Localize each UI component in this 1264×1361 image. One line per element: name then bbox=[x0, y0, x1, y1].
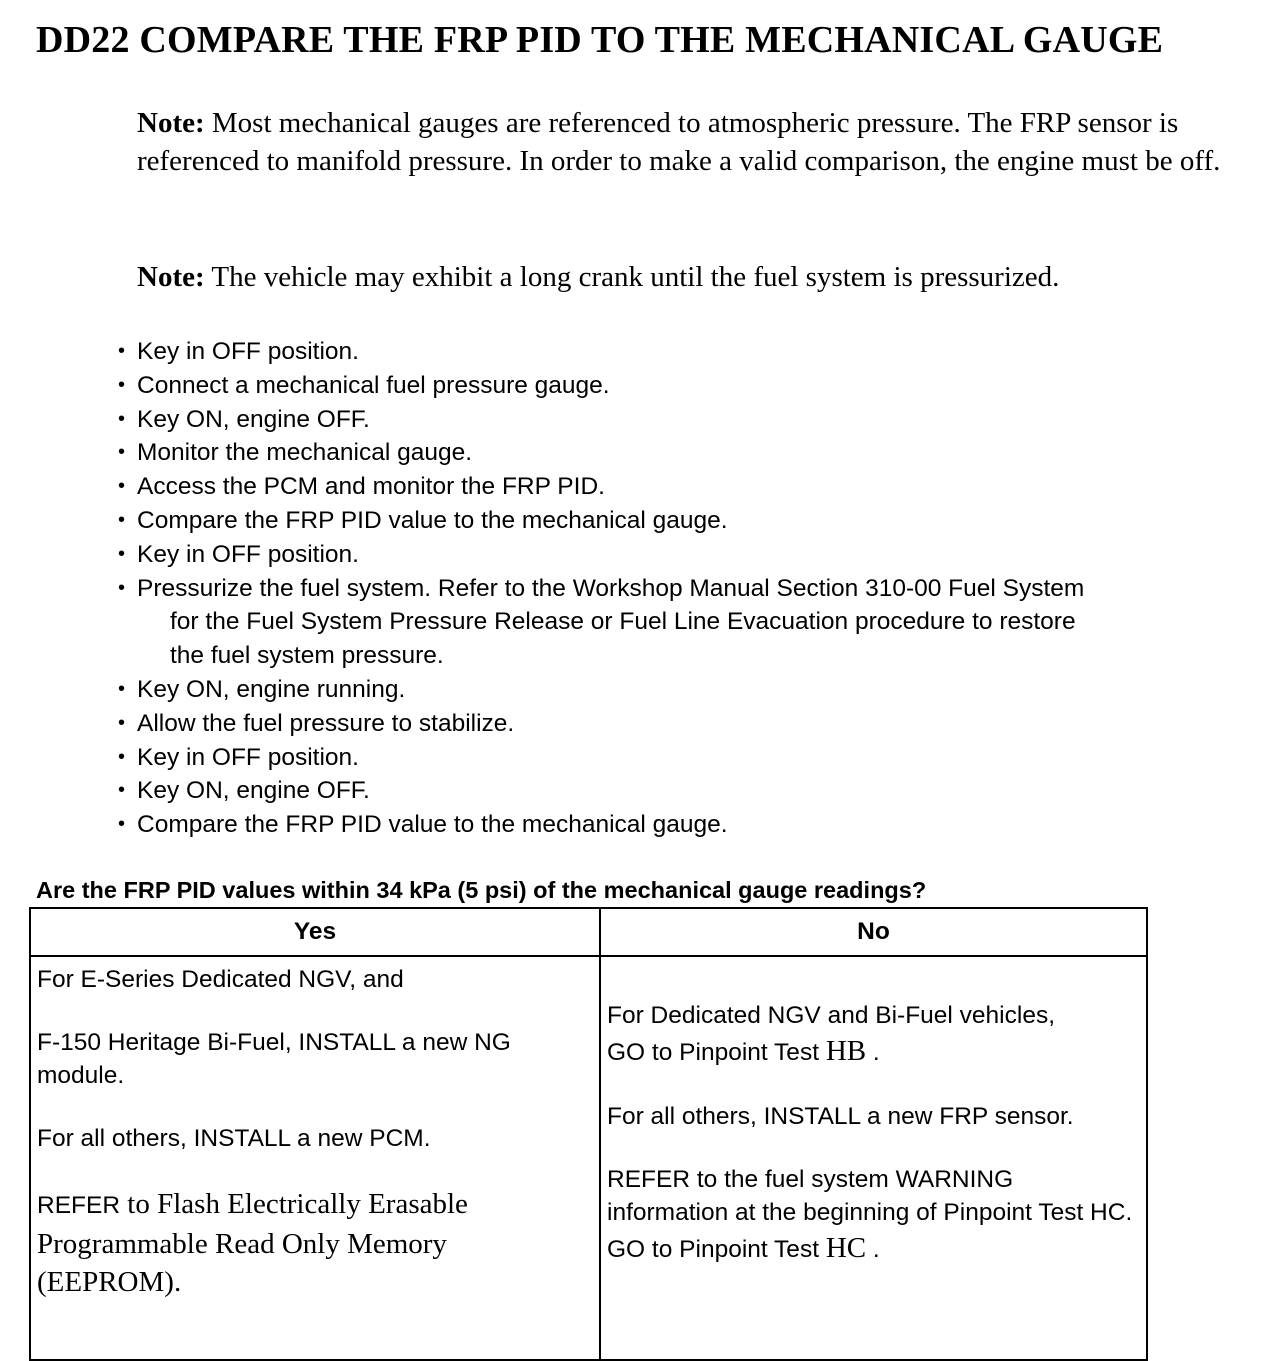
bullet-icon: • bbox=[118, 373, 126, 396]
bullet-icon: • bbox=[118, 677, 126, 700]
no-refer-warning bbox=[607, 1163, 1140, 1267]
pinpoint-hc-link[interactable]: HC bbox=[825, 1232, 867, 1264]
page-title: DD22 COMPARE THE FRP PID TO THE MECHANICAL GAUGE bbox=[36, 19, 1164, 61]
note-label: Note: bbox=[137, 261, 205, 293]
step-text: Access the PCM and monitor the FRP PID. bbox=[137, 473, 605, 501]
step-item bbox=[118, 436, 1228, 470]
bullet-icon: • bbox=[118, 745, 126, 768]
step-item bbox=[118, 774, 1228, 808]
refer-label: REFER bbox=[37, 1192, 121, 1219]
step-item bbox=[118, 538, 1228, 572]
step-text: Connect a mechanical fuel pressure gauge. bbox=[137, 371, 610, 399]
decision-table bbox=[29, 907, 1148, 1361]
yes-ngv-text: For E-Series Dedicated NGV, and bbox=[37, 966, 404, 993]
yes-cell bbox=[30, 956, 600, 1360]
step-item bbox=[118, 707, 1228, 741]
yes-refer-eeprom bbox=[37, 1185, 593, 1301]
yes-header: Yes bbox=[30, 908, 600, 956]
step-text: Compare the FRP PID value to the mechanical gauge. bbox=[137, 811, 728, 839]
step-item bbox=[118, 572, 1228, 673]
step-item bbox=[118, 470, 1228, 504]
pinpoint-hb-link[interactable]: HB bbox=[825, 1035, 867, 1067]
step-text: Key in OFF position. bbox=[137, 743, 359, 771]
step-item bbox=[118, 504, 1228, 538]
bullet-icon: • bbox=[118, 441, 126, 464]
step-item bbox=[118, 741, 1228, 775]
bullet-icon: • bbox=[118, 340, 126, 362]
step-item bbox=[118, 369, 1228, 403]
step-text: Allow the fuel pressure to stabilize. bbox=[137, 709, 515, 737]
step-text: Key in OFF position. bbox=[137, 540, 359, 568]
step-item bbox=[118, 335, 1228, 369]
bullet-icon: • bbox=[118, 711, 126, 734]
no-ngv-text: For Dedicated NGV and Bi-Fuel vehicles, bbox=[607, 1002, 1055, 1029]
step-text: Monitor the mechanical gauge. bbox=[137, 439, 473, 467]
bullet-icon: • bbox=[118, 475, 126, 498]
goto-label: GO to Pinpoint Test bbox=[607, 1039, 826, 1066]
step-text: Key ON, engine OFF. bbox=[137, 405, 370, 433]
yes-install-ng-module: F-150 Heritage Bi-Fuel, INSTALL a new NG module. bbox=[37, 1029, 511, 1089]
step-item bbox=[118, 673, 1228, 707]
bullet-icon: • bbox=[118, 508, 126, 531]
note-atmospheric bbox=[137, 104, 1227, 180]
eeprom-link[interactable]: to Flash Electrically Erasable Programmable Read Only Memory (EEPROM). bbox=[37, 1188, 468, 1298]
step-text: Key in OFF position. bbox=[137, 338, 359, 365]
bullet-icon: • bbox=[118, 576, 126, 599]
note-text: The vehicle may exhibit a long crank until the fuel system is pressurized. bbox=[204, 261, 1060, 293]
no-cell bbox=[600, 956, 1147, 1360]
step-item bbox=[118, 403, 1228, 437]
note-label: Note: bbox=[137, 107, 205, 139]
yes-install-pcm: For all others, INSTALL a new PCM. bbox=[37, 1125, 431, 1152]
step-text: Pressurize the fuel system. Refer to the Workshop Manual Section 310-00 Fuel System bbox=[137, 574, 1085, 602]
note-text: Most mechanical gauges are referenced to atmospheric pressure. The FRP sensor is referenced to manifold pressure. In order to make a valid comparison, the engine must be off. bbox=[137, 107, 1221, 177]
step-text-continued: the fuel system pressure. bbox=[170, 642, 444, 670]
table-header-row bbox=[30, 908, 1147, 956]
step-text-continued: for the Fuel System Pressure Release or Fuel Line Evacuation procedure to restore bbox=[170, 608, 1076, 636]
warning-text: REFER to the fuel system WARNING information at the beginning of Pinpoint Test HC. GO to Pinpoint Test bbox=[607, 1166, 1133, 1263]
bullet-icon: • bbox=[118, 407, 126, 430]
no-goto-hb bbox=[607, 1032, 1140, 1070]
bullet-icon: • bbox=[118, 542, 126, 565]
no-header: No bbox=[600, 908, 1147, 956]
link-suffix: . bbox=[866, 1236, 880, 1263]
step-item bbox=[118, 808, 1228, 842]
procedure-steps bbox=[118, 335, 1228, 842]
no-install-frp-sensor: For all others, INSTALL a new FRP sensor. bbox=[607, 1103, 1074, 1130]
step-text: Key ON, engine running. bbox=[137, 675, 406, 703]
note-long-crank bbox=[137, 258, 1227, 296]
decision-question: Are the FRP PID values within 34 kPa (5 psi) of the mechanical gauge readings? bbox=[36, 877, 927, 903]
link-suffix: . bbox=[866, 1039, 880, 1066]
table-row bbox=[30, 956, 1147, 1360]
step-text: Compare the FRP PID value to the mechanical gauge. bbox=[137, 506, 728, 534]
bullet-icon: • bbox=[118, 779, 126, 802]
bullet-icon: • bbox=[118, 813, 126, 836]
step-text: Key ON, engine OFF. bbox=[137, 777, 370, 805]
